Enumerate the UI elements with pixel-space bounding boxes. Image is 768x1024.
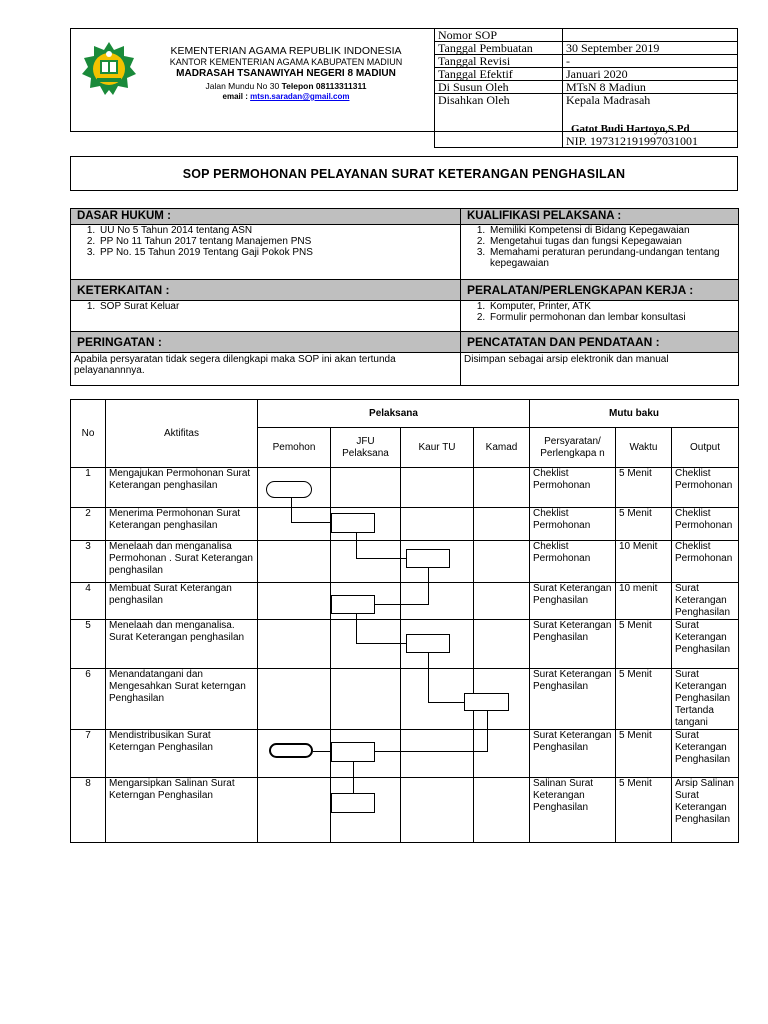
flow-end-terminator [269,743,313,758]
phone-number: Telepon 08113311311 [281,81,367,91]
row-time: 10 Menit [616,541,672,583]
email-link[interactable]: mtsn.saradan@gmail.com [250,92,350,101]
row-no: 8 [71,778,106,843]
procedure-table [70,399,739,843]
flow-connector [356,533,357,558]
row-requirement: Surat Keterangan Penghasilan [530,583,616,620]
flow-connector [375,604,429,605]
row-output: Surat Keterangan Penghasilan [672,620,739,669]
flow-connector [356,558,406,559]
header-persyaratan: Persyaratan/ Perlengkapa n [530,428,616,468]
header-jfu: JFU Pelaksana [331,428,401,468]
list-item: 3. PP No. 15 Tahun 2019 Tentang Gaji Pokok PNS [98,247,457,258]
meta-value: Kepala Madrasah [566,93,651,107]
flow-process-box [331,793,375,813]
row-requirement: Surat Keterangan Penghasilan [530,620,616,669]
header-waktu: Waktu [616,428,672,468]
flow-connector [353,762,354,793]
list-item: 2. PP No 11 Tahun 2017 tentang Manajemen PNS [98,236,457,247]
header-pemohon: Pemohon [258,428,331,468]
row-activity: Mengarsipkan Salinan Surat Keterngan Penghasilan [106,778,258,843]
pencatatan-text: Disimpan sebagai arsip elektronik dan manual [461,353,739,386]
row-time: 5 Menit [616,730,672,778]
header-pelaksana: Pelaksana [258,400,530,428]
flow-connector [487,711,488,751]
flow-process-box [464,693,509,711]
meta-approval-cell [563,94,738,148]
row-time: 5 Menit [616,778,672,843]
meta-value: Januari 2020 [563,68,738,81]
header-aktifitas: Aktifitas [106,400,258,468]
kualifikasi-header: KUALIFIKASI PELAKSANA : [461,209,739,225]
row-output: Surat Keterangan Penghasilan [672,583,739,620]
kemenag-logo [80,40,138,98]
row-time: 5 Menit [616,669,672,730]
table-row [71,620,739,669]
flow-process-box [406,634,450,653]
kualifikasi-list [461,225,739,280]
row-no: 5 [71,620,106,669]
row-requirement: Cheklist Permohonan [530,541,616,583]
row-time: 10 menit [616,583,672,620]
flow-connector [291,498,292,523]
row-requirement: Cheklist Permohonan [530,468,616,508]
flow-connector [428,568,429,604]
meta-key: Di Susun Oleh [435,81,563,94]
flow-connector [428,653,429,702]
row-activity: Menerima Permohonan Surat Keterangan penghasilan [106,508,258,541]
peringatan-text: Apabila persyaratan tidak segera dilengkapi maka SOP ini akan tertunda pelayanannnya. [71,353,461,386]
list-item: 1. Komputer, Printer, ATK [488,301,735,312]
meta-value [563,29,738,42]
flow-connector [375,751,488,752]
table-row [71,583,739,620]
flow-connector [356,614,357,643]
dasar-hukum-header: DASAR HUKUM : [71,209,461,225]
meta-key: Tanggal Revisi [435,55,563,68]
row-activity: Menandatangani dan Mengesahkan Surat keterngan Penghasilan [106,669,258,730]
row-activity: Membuat Surat Keterangan penghasilan [106,583,258,620]
sop-info-table [70,208,739,386]
peralatan-header: PERALATAN/PERLENGKAPAN KERJA : [461,280,739,301]
row-output: Cheklist Permohonan [672,508,739,541]
row-no: 1 [71,468,106,508]
meta-value: MTsN 8 Madiun [563,81,738,94]
keterkaitan-list [71,301,461,332]
table-row [71,778,739,843]
dasar-hukum-list [71,225,461,280]
flow-process-box [331,742,375,762]
row-activity: Mengajukan Permohonan Surat Keterangan penghasilan [106,468,258,508]
row-requirement: Salinan Surat Keterangan Penghasilan [530,778,616,843]
keterkaitan-header: KETERKAITAN : [71,280,461,301]
flow-process-box [331,513,375,533]
flow-connector [313,751,331,752]
row-time: 5 Menit [616,620,672,669]
row-time: 5 Menit [616,468,672,508]
list-item: 1. SOP Surat Keluar [98,301,457,312]
row-requirement: Cheklist Permohonan [530,508,616,541]
row-no: 7 [71,730,106,778]
header-output: Output [672,428,739,468]
row-output: Surat Keterangan Penghasilan [672,730,739,778]
row-activity: Mendistribusikan Surat Keterngan Penghasilan [106,730,258,778]
list-item: 2. Mengetahui tugas dan fungsi Kepegawaian [488,236,735,247]
list-item: 2. Formulir permohonan dan lembar konsultasi [488,312,735,323]
address-text: Jalan Mundu No 30 [205,81,282,91]
meta-key: Tanggal Efektif [435,68,563,81]
flow-connector [291,522,331,523]
row-no: 6 [71,669,106,730]
row-no: 2 [71,508,106,541]
row-no: 4 [71,583,106,620]
flow-process-box [406,549,450,568]
address-line [140,81,432,91]
meta-value: - [563,55,738,68]
row-activity: Menelaah dan menganalisa. Surat Keterangan penghasilan [106,620,258,669]
list-item: 1. UU No 5 Tahun 2014 tentang ASN [98,225,457,236]
table-row [71,730,739,778]
list-item: 1. Memiliki Kompetensi di Bidang Kepegawaian [488,225,735,236]
row-no: 3 [71,541,106,583]
pencatatan-header: PENCATATAN DAN PENDATAAN : [461,332,739,353]
ministry-name: KEMENTERIAN AGAMA REPUBLIK INDONESIA [170,45,402,57]
peralatan-list [461,301,739,332]
row-output: Surat Keterangan Penghasilan Tertanda tangani [672,669,739,730]
meta-key: Disahkan Oleh [435,94,563,148]
signer-name: Gatot Budi Hartoyo,S.Pd [571,123,690,135]
meta-key: Tanggal Pembuatan [435,42,563,55]
email-line [140,92,432,101]
flow-connector [428,702,464,703]
email-label: email : [222,92,251,101]
school-name: MADRASAH TSANAWIYAH NEGERI 8 MADIUN [176,68,396,79]
meta-key: Nomor SOP [435,29,563,42]
header-no: No [71,400,106,468]
table-row [71,468,739,508]
flow-connector [356,643,406,644]
meta-value: 30 September 2019 [563,42,738,55]
list-item: 3. Memahami peraturan perundang-undangan tentang kepegawaian [488,247,735,269]
table-row [71,541,739,583]
row-output: Arsip Salinan Surat Keterangan Penghasilan [672,778,739,843]
peringatan-header: PERINGATAN : [71,332,461,353]
header-kamad: Kamad [474,428,530,468]
flow-start-terminator [266,481,312,498]
header-mutu-baku: Mutu baku [530,400,739,428]
table-row [71,669,739,730]
row-requirement: Surat Keterangan Penghasilan [530,730,616,778]
signer-nip: NIP. 197312191997031001 [566,134,699,148]
table-row [71,508,739,541]
flow-process-box [331,595,375,614]
office-name: KANTOR KEMENTERIAN AGAMA KABUPATEN MADIUN [169,57,403,67]
row-activity: Menelaah dan menganalisa Permohonan . Surat Keterangan penghasilan [106,541,258,583]
sop-title: SOP PERMOHONAN PELAYANAN SURAT KETERANGAN PENGHASILAN [70,156,738,191]
row-output: Cheklist Permohonan [672,541,739,583]
header-kaur: Kaur TU [401,428,474,468]
row-output: Cheklist Permohonan [672,468,739,508]
row-time: 5 Menit [616,508,672,541]
sop-meta-table [434,28,738,148]
row-requirement: Surat Keterangan Penghasilan [530,669,616,730]
